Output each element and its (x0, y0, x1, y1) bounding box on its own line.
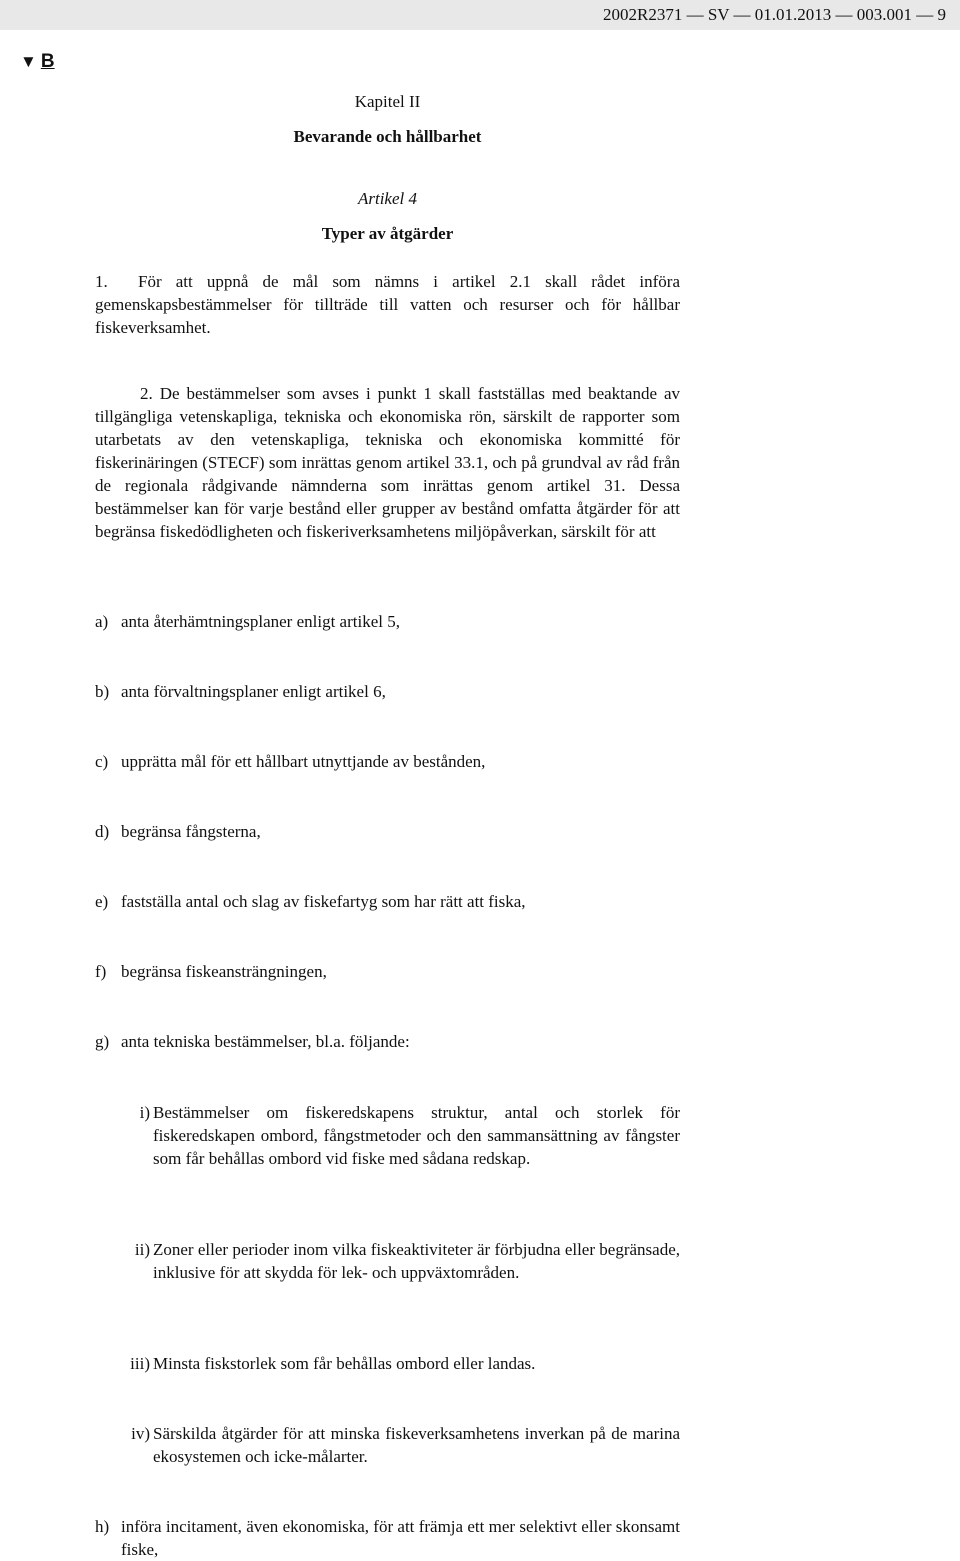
list-item (95, 890, 680, 913)
sub-list-item-text: Särskilda åtgärder för att minska fiskeverksamhetens inverkan på de marina ekosystemen och icke-målarter. (153, 1424, 680, 1466)
list-item-label: g) (95, 1032, 110, 1051)
list-item (95, 820, 680, 843)
chapter-number: Kapitel II (354, 92, 421, 111)
article-number: Artikel 4 (357, 189, 417, 208)
list-item-label: a) (95, 612, 109, 631)
list-item (95, 1030, 680, 1053)
list-item-text: fastställa antal och slag av fiskefartyg som har rätt att fiska, (121, 892, 526, 911)
list-item-text: begränsa fiskeansträngningen, (121, 962, 327, 981)
paragraph-1 (95, 270, 680, 339)
paragraph-1-number: 1. (95, 272, 108, 291)
sub-list-item-label: iii) (130, 1354, 150, 1373)
list-item-label: e) (95, 892, 109, 911)
sub-list-item-label: iv) (131, 1424, 150, 1443)
sub-list-item-text: Minsta fiskstorlek som får behållas ombord eller landas. (153, 1354, 536, 1373)
chapter-title: Bevarande och hållbarhet (293, 127, 482, 146)
list-item-text: anta återhämtningsplaner enligt artikel 5, (121, 612, 400, 631)
list-item-text: införa incitament, även ekonomiska, för att främja ett mer selektivt eller skonsamt fiske, (121, 1517, 680, 1559)
document-reference: 2002R2371 — SV — 01.01.2013 — 003.001 — 9 (602, 5, 946, 24)
paragraph-2: 2. De bestämmelser som avses i punkt 1 skall fastställas med beaktande av tillgängliga vetenskapliga, tekniska och ekonomiska rön, särskilt de rapporter som utarbetats av den vetenskapliga, tekniska och ekonomiska kommitté för fiskerinäringen (STECF) som inrättas genom artikel 33.1, och på grundval av råd från de regionala rådgivande nämnderna som inrättas genom artikel 31. Dessa bestämmelser kan för varje bestånd eller grupper av bestånd omfatta åtgärder för att begränsa fiskedödligheten och fiskeriverksamhetens miljöpåverkan, särskilt för att (95, 384, 680, 541)
list-item-label: b) (95, 682, 110, 701)
sub-list-item-label: ii) (134, 1240, 150, 1259)
list-item-text: begränsa fångsterna, (121, 822, 261, 841)
sub-list-item-text: Zoner eller perioder inom vilka fiskeaktiviteter är förbjudna eller begränsade, inklusive för att skydda för lek- och uppväxtområden. (153, 1240, 680, 1282)
list-item-label: d) (95, 822, 110, 841)
sub-list-item-label: i) (139, 1103, 150, 1122)
article-title: Typer av åtgärder (321, 224, 454, 243)
list-item (95, 680, 680, 703)
list-item-label: c) (95, 752, 109, 771)
list-item-label: h) (95, 1517, 110, 1536)
list-item (95, 960, 680, 983)
sub-list-item-text: Bestämmelser om fiskeredskapens struktur, antal och storlek för fiskeredskapen ombord, fångstmetoder och den sammansättning av fångster som får behållas ombord vid fiske med sådana redskap. (153, 1103, 680, 1168)
paragraph-1-text: För att uppnå de mål som nämns i artikel 2.1 skall rådet införa gemenskapsbestämmelser för tillträde till vatten och resurser och för hållbar fiskeverksamhet. (95, 272, 680, 337)
list-item (95, 750, 680, 773)
document-header-bar (0, 0, 960, 30)
list-item-text: anta förvaltningsplaner enligt artikel 6, (121, 682, 386, 701)
list-item (95, 610, 680, 633)
triangle-down-icon: ▼ (20, 52, 37, 71)
amendment-marker (20, 50, 55, 74)
list-item-label: f) (95, 962, 107, 981)
amendment-marker-label: B (40, 51, 55, 72)
list-item-text: upprätta mål för ett hållbart utnyttjande av bestånden, (121, 752, 486, 771)
list-item-text: anta tekniska bestämmelser, bl.a. följande: (121, 1032, 410, 1051)
